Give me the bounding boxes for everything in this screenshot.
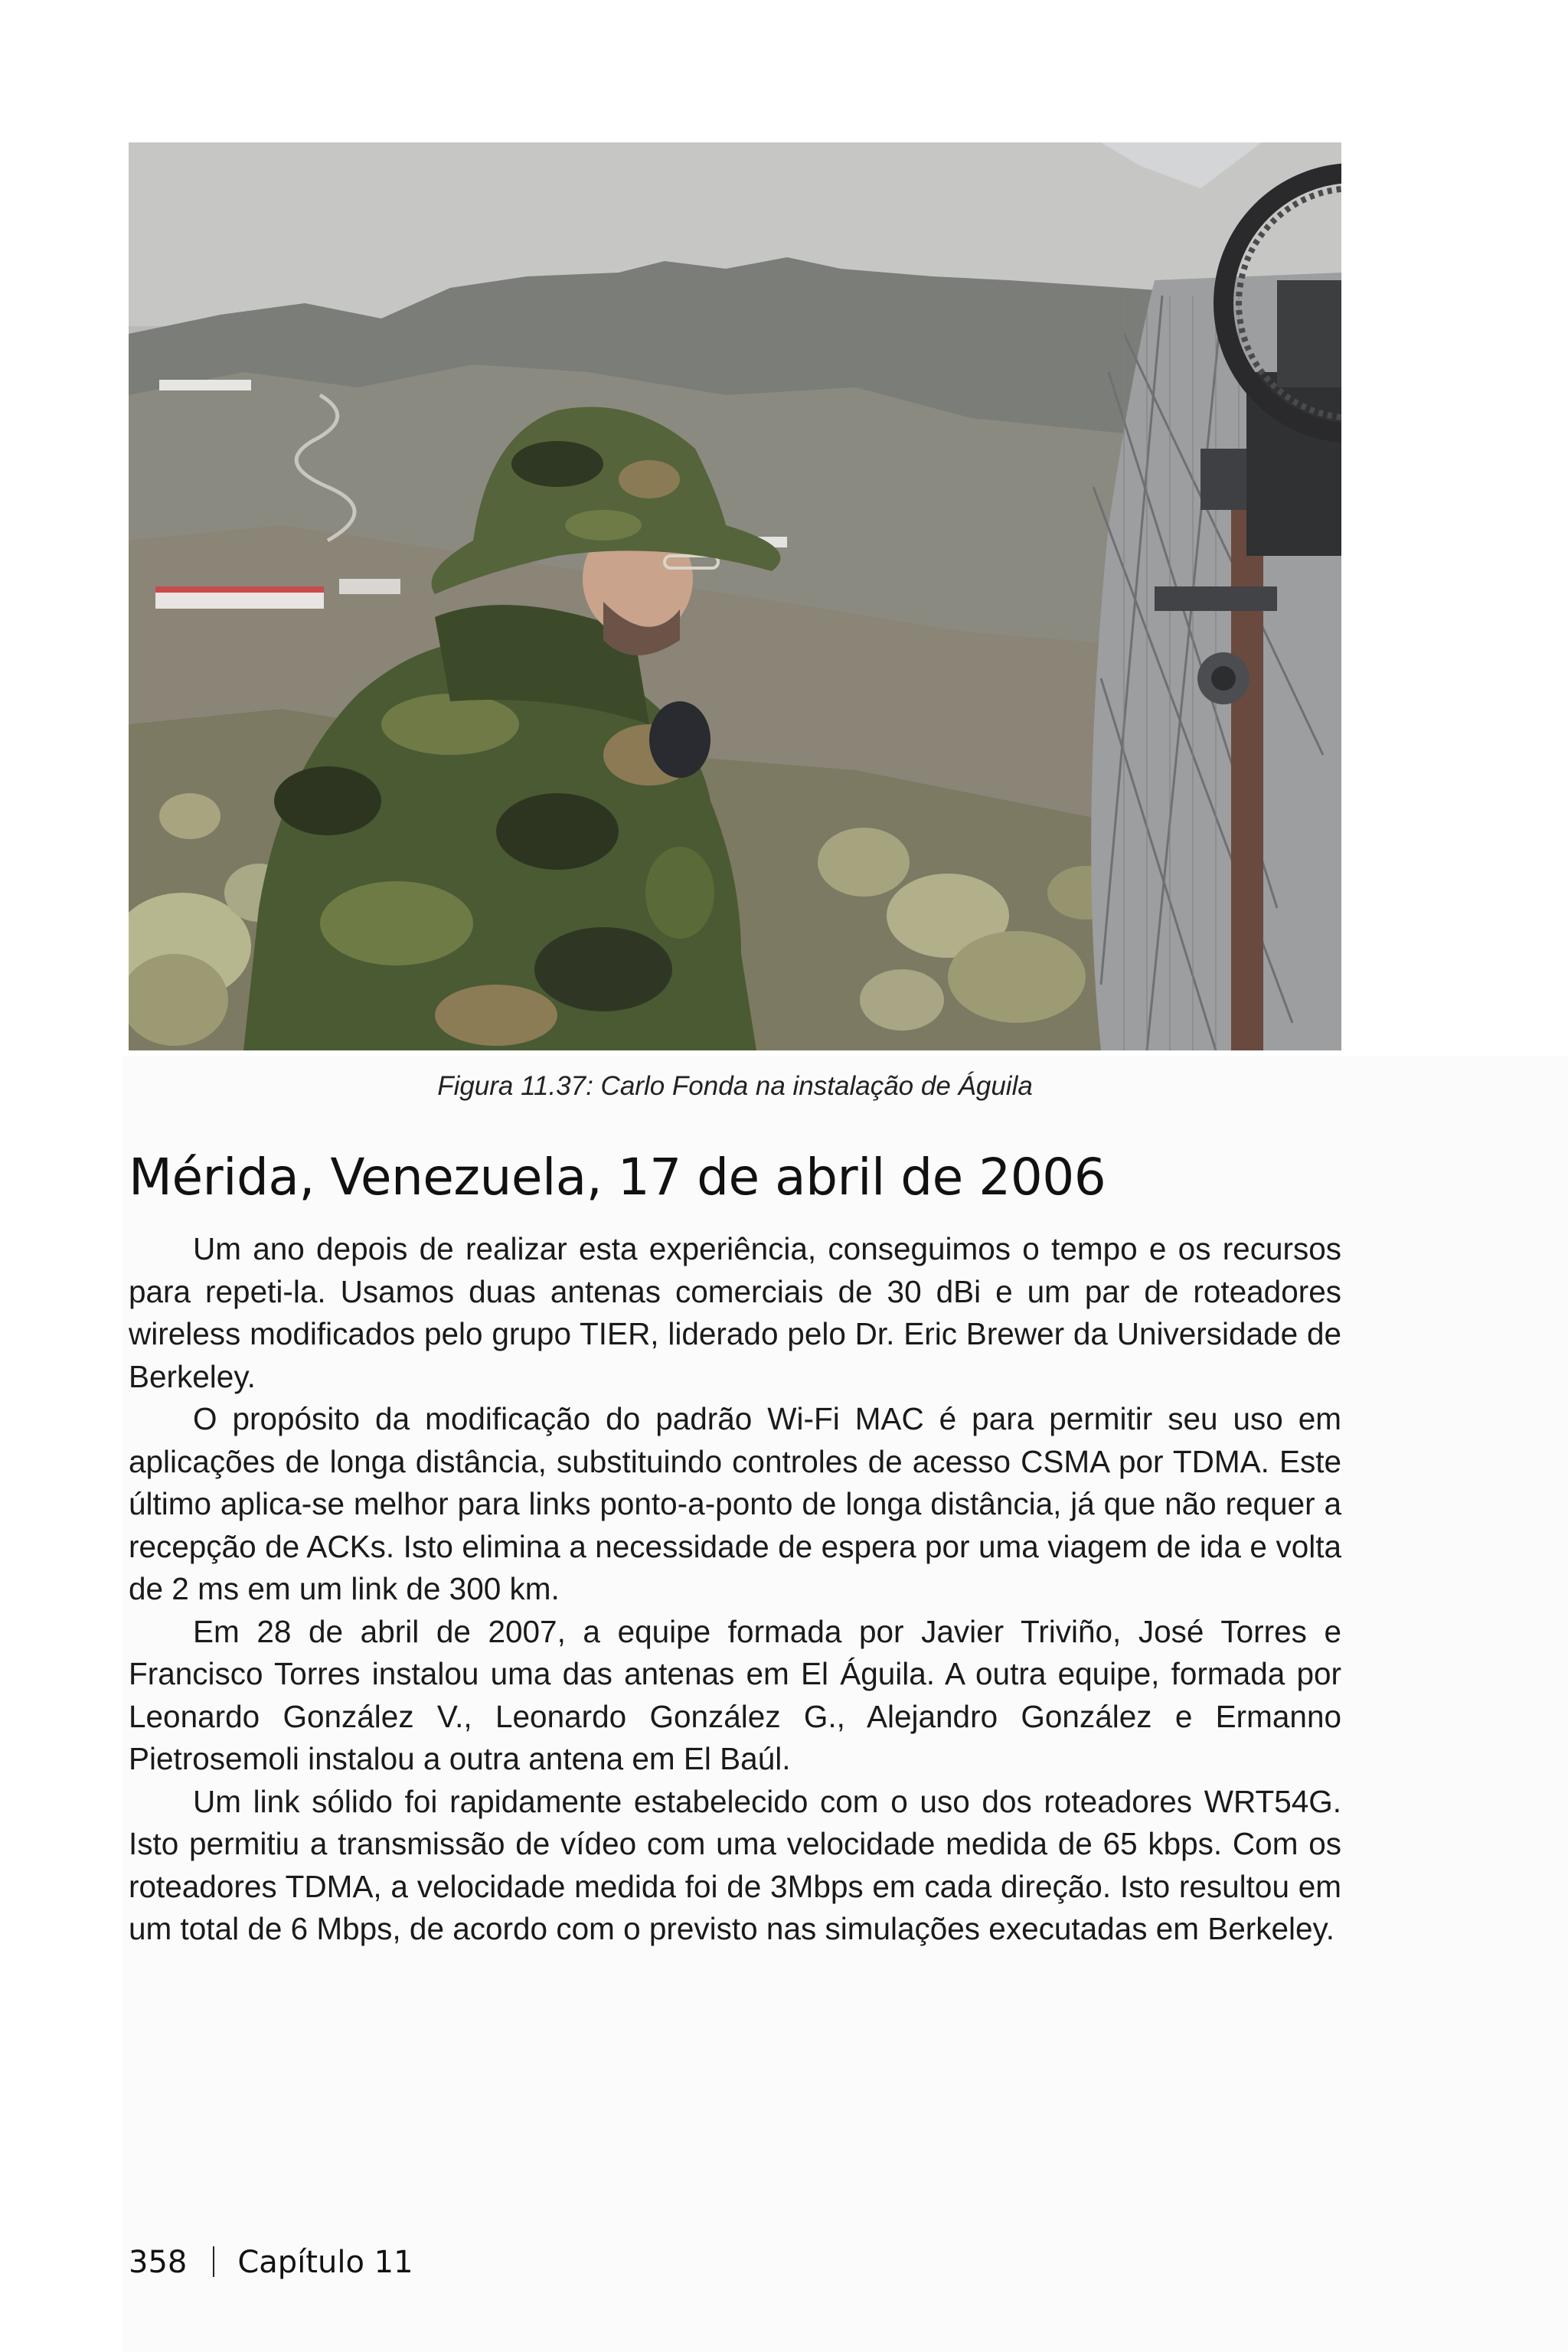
page-footer — [129, 2245, 413, 2280]
paragraph: Um link sólido foi rapidamente estabelecido com o uso dos roteadores WRT54G. Isto permitiu a transmissão de vídeo com uma velocidade medida de 65 kbps. Com os roteadores TDMA, a velocidade medida foi de 3Mbps em cada direção. Isto resultou em um total de 6 Mbps, de acordo com o previsto nas simulações executadas em Berkeley. — [129, 1783, 1341, 1946]
footer-separator — [213, 2246, 214, 2277]
paragraph: Um ano depois de realizar esta experiência, conseguimos o tempo e os recursos para repeti-la. Usamos duas antenas comerciais de 30 dBi e um par de roteadores wireless modificados pelo grupo TIER, liderado pelo Dr. Eric Brewer da Universidade de Berkeley. — [129, 1231, 1341, 1394]
paragraph: Em 28 de abril de 2007, a equipe formada por Javier Triviño, José Torres e Francisco Torres instalou uma das antenas em El Águila. A outra equipe, formada por Leonardo González V., Leonardo González G., Alejandro González e Ermanno Pietrosemoli instalou a outra antena em El Baúl. — [129, 1613, 1341, 1776]
body-text — [129, 1228, 1341, 1951]
page-number: 358 — [129, 2245, 188, 2280]
figure-caption: Figura 11.37: Carlo Fonda na instalação de Águila — [437, 1071, 1033, 1101]
figure-photo — [129, 142, 1341, 1050]
section-heading: Mérida, Venezuela, 17 de abril de 2006 — [129, 1148, 1106, 1207]
chapter-label: Capítulo 11 — [237, 2245, 413, 2280]
photo-illustration — [129, 142, 1341, 1050]
paragraph: O propósito da modificação do padrão Wi-Fi MAC é para permitir seu uso em aplicações de longa distância, substituindo controles de acesso CSMA por TDMA. Este último aplica-se melhor para links ponto-a-ponto de longa distância, já que não requer a recepção de ACKs. Isto elimina a necessidade de espera por uma viagem de ida e volta de 2 ms em um link de 300 km. — [129, 1401, 1341, 1606]
